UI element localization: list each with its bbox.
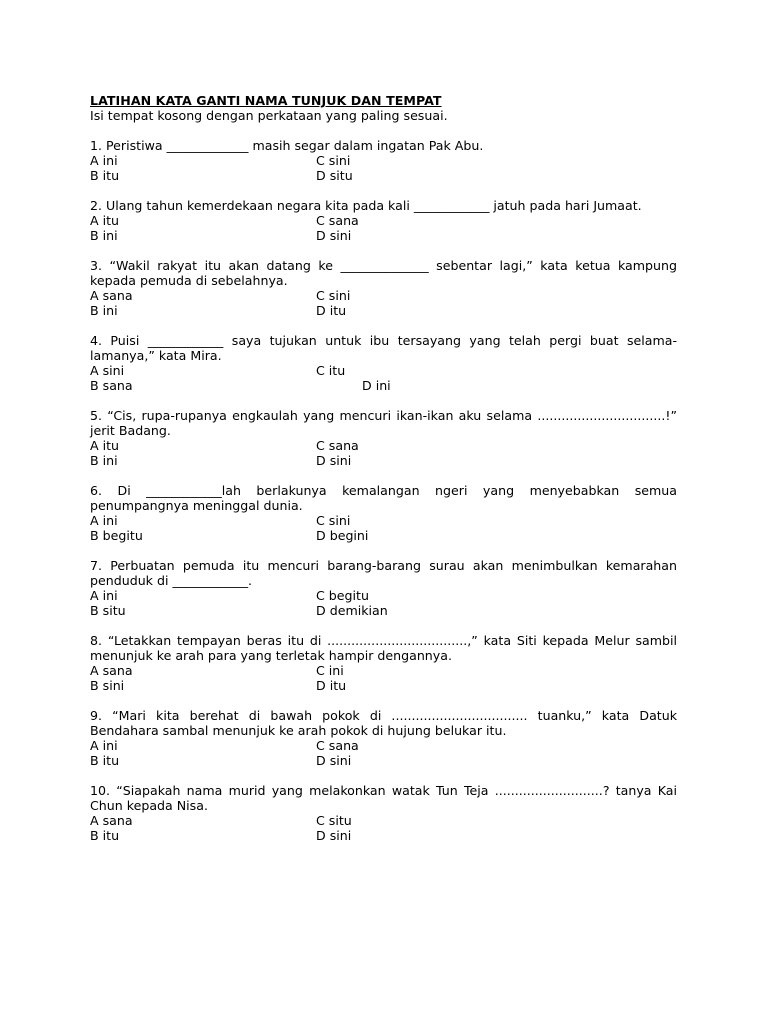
option-a: A itu <box>90 213 120 228</box>
option-d: D sini <box>316 453 352 468</box>
question-stem: 5. “Cis, rupa-rupanya engkaulah yang mencuri ikan-ikan aku selama ................................!” jerit Badang. <box>90 408 677 438</box>
option-row <box>90 438 677 453</box>
option-c: C itu <box>316 363 346 378</box>
question-7 <box>90 558 677 618</box>
option-row <box>90 828 677 843</box>
option-b: B sini <box>90 678 125 693</box>
option-d: D itu <box>316 303 347 318</box>
question-stem: 9. “Mari kita berehat di bawah pokok di .................................. tuanku,” kata Datuk Bendahara sambal menunjuk ke arah pokok di hujung belukar itu. <box>90 708 677 738</box>
option-d: D situ <box>316 168 353 183</box>
option-b: B ini <box>90 303 118 318</box>
question-6 <box>90 483 677 543</box>
question-stem: 4. Puisi ____________ saya tujukan untuk ibu tersayang yang telah pergi buat selama-lamanya,” kata Mira. <box>90 333 677 363</box>
question-1 <box>90 138 677 183</box>
question-9 <box>90 708 677 768</box>
question-stem: 2. Ulang tahun kemerdekaan negara kita pada kali ____________ jatuh pada hari Jumaat. <box>90 198 642 213</box>
option-a: A sini <box>90 363 125 378</box>
option-row <box>90 453 677 468</box>
option-row <box>90 663 677 678</box>
option-row <box>90 378 677 393</box>
option-b: B begitu <box>90 528 143 543</box>
option-a: A sana <box>90 663 133 678</box>
option-b: B ini <box>90 228 118 243</box>
option-b: B itu <box>90 168 120 183</box>
option-row <box>90 528 677 543</box>
option-row <box>90 588 677 603</box>
option-b: B ini <box>90 453 118 468</box>
option-a: A ini <box>90 153 118 168</box>
question-4 <box>90 333 677 393</box>
option-row <box>90 813 677 828</box>
option-d: D sini <box>316 228 352 243</box>
option-row <box>90 513 677 528</box>
option-c: C sana <box>316 213 359 228</box>
option-a: A ini <box>90 513 118 528</box>
option-c: C sini <box>316 288 351 303</box>
option-a: A ini <box>90 588 118 603</box>
option-c: C sana <box>316 738 359 753</box>
question-stem: 3. “Wakil rakyat itu akan datang ke ______________ sebentar lagi,” kata ketua kampung kepada pemuda di sebelahnya. <box>90 258 677 288</box>
option-c: C ini <box>316 663 344 678</box>
option-row <box>90 168 677 183</box>
option-a: A sana <box>90 813 133 828</box>
option-row <box>90 228 677 243</box>
option-b: B sana <box>90 378 133 393</box>
option-row <box>90 288 677 303</box>
question-3 <box>90 258 677 318</box>
question-10 <box>90 783 677 843</box>
question-8 <box>90 633 677 693</box>
worksheet-instruction: Isi tempat kosong dengan perkataan yang paling sesuai. <box>90 108 448 123</box>
worksheet-title: LATIHAN KATA GANTI NAMA TUNJUK DAN TEMPAT <box>90 93 442 108</box>
option-d: D itu <box>316 678 347 693</box>
option-row <box>90 603 677 618</box>
option-row <box>90 738 677 753</box>
option-c: C sana <box>316 438 359 453</box>
question-stem: 7. Perbuatan pemuda itu mencuri barang-barang surau akan menimbulkan kemarahan penduduk di ____________. <box>90 558 677 588</box>
question-stem: 10. “Siapakah nama murid yang melakonkan watak Tun Teja ...........................? tanya Kai Chun kepada Nisa. <box>90 783 677 813</box>
worksheet-page <box>90 93 677 858</box>
question-5 <box>90 408 677 468</box>
option-b: B situ <box>90 603 126 618</box>
option-row <box>90 303 677 318</box>
option-c: C situ <box>316 813 352 828</box>
question-stem: 1. Peristiwa _____________ masih segar dalam ingatan Pak Abu. <box>90 138 484 153</box>
option-c: C begitu <box>316 588 369 603</box>
option-b: B itu <box>90 753 120 768</box>
option-d: D begini <box>316 528 369 543</box>
option-row <box>90 678 677 693</box>
option-row <box>90 753 677 768</box>
option-row <box>90 363 677 378</box>
question-2 <box>90 198 677 243</box>
option-b: B itu <box>90 828 120 843</box>
question-stem: 6. Di ____________lah berlakunya kemalangan ngeri yang menyebabkan semua penumpangnya meninggal dunia. <box>90 483 677 513</box>
option-d: D sini <box>316 753 352 768</box>
option-c: C sini <box>316 153 351 168</box>
option-d: D ini <box>362 378 391 393</box>
option-d: D demikian <box>316 603 388 618</box>
question-stem: 8. “Letakkan tempayan beras itu di ...................................,” kata Siti kepada Melur sambil menunjuk ke arah para yang terletak hampir dengannya. <box>90 633 677 663</box>
option-row <box>90 153 677 168</box>
option-a: A sana <box>90 288 133 303</box>
option-row <box>90 213 677 228</box>
option-c: C sini <box>316 513 351 528</box>
option-a: A itu <box>90 438 120 453</box>
option-d: D sini <box>316 828 352 843</box>
option-a: A ini <box>90 738 118 753</box>
